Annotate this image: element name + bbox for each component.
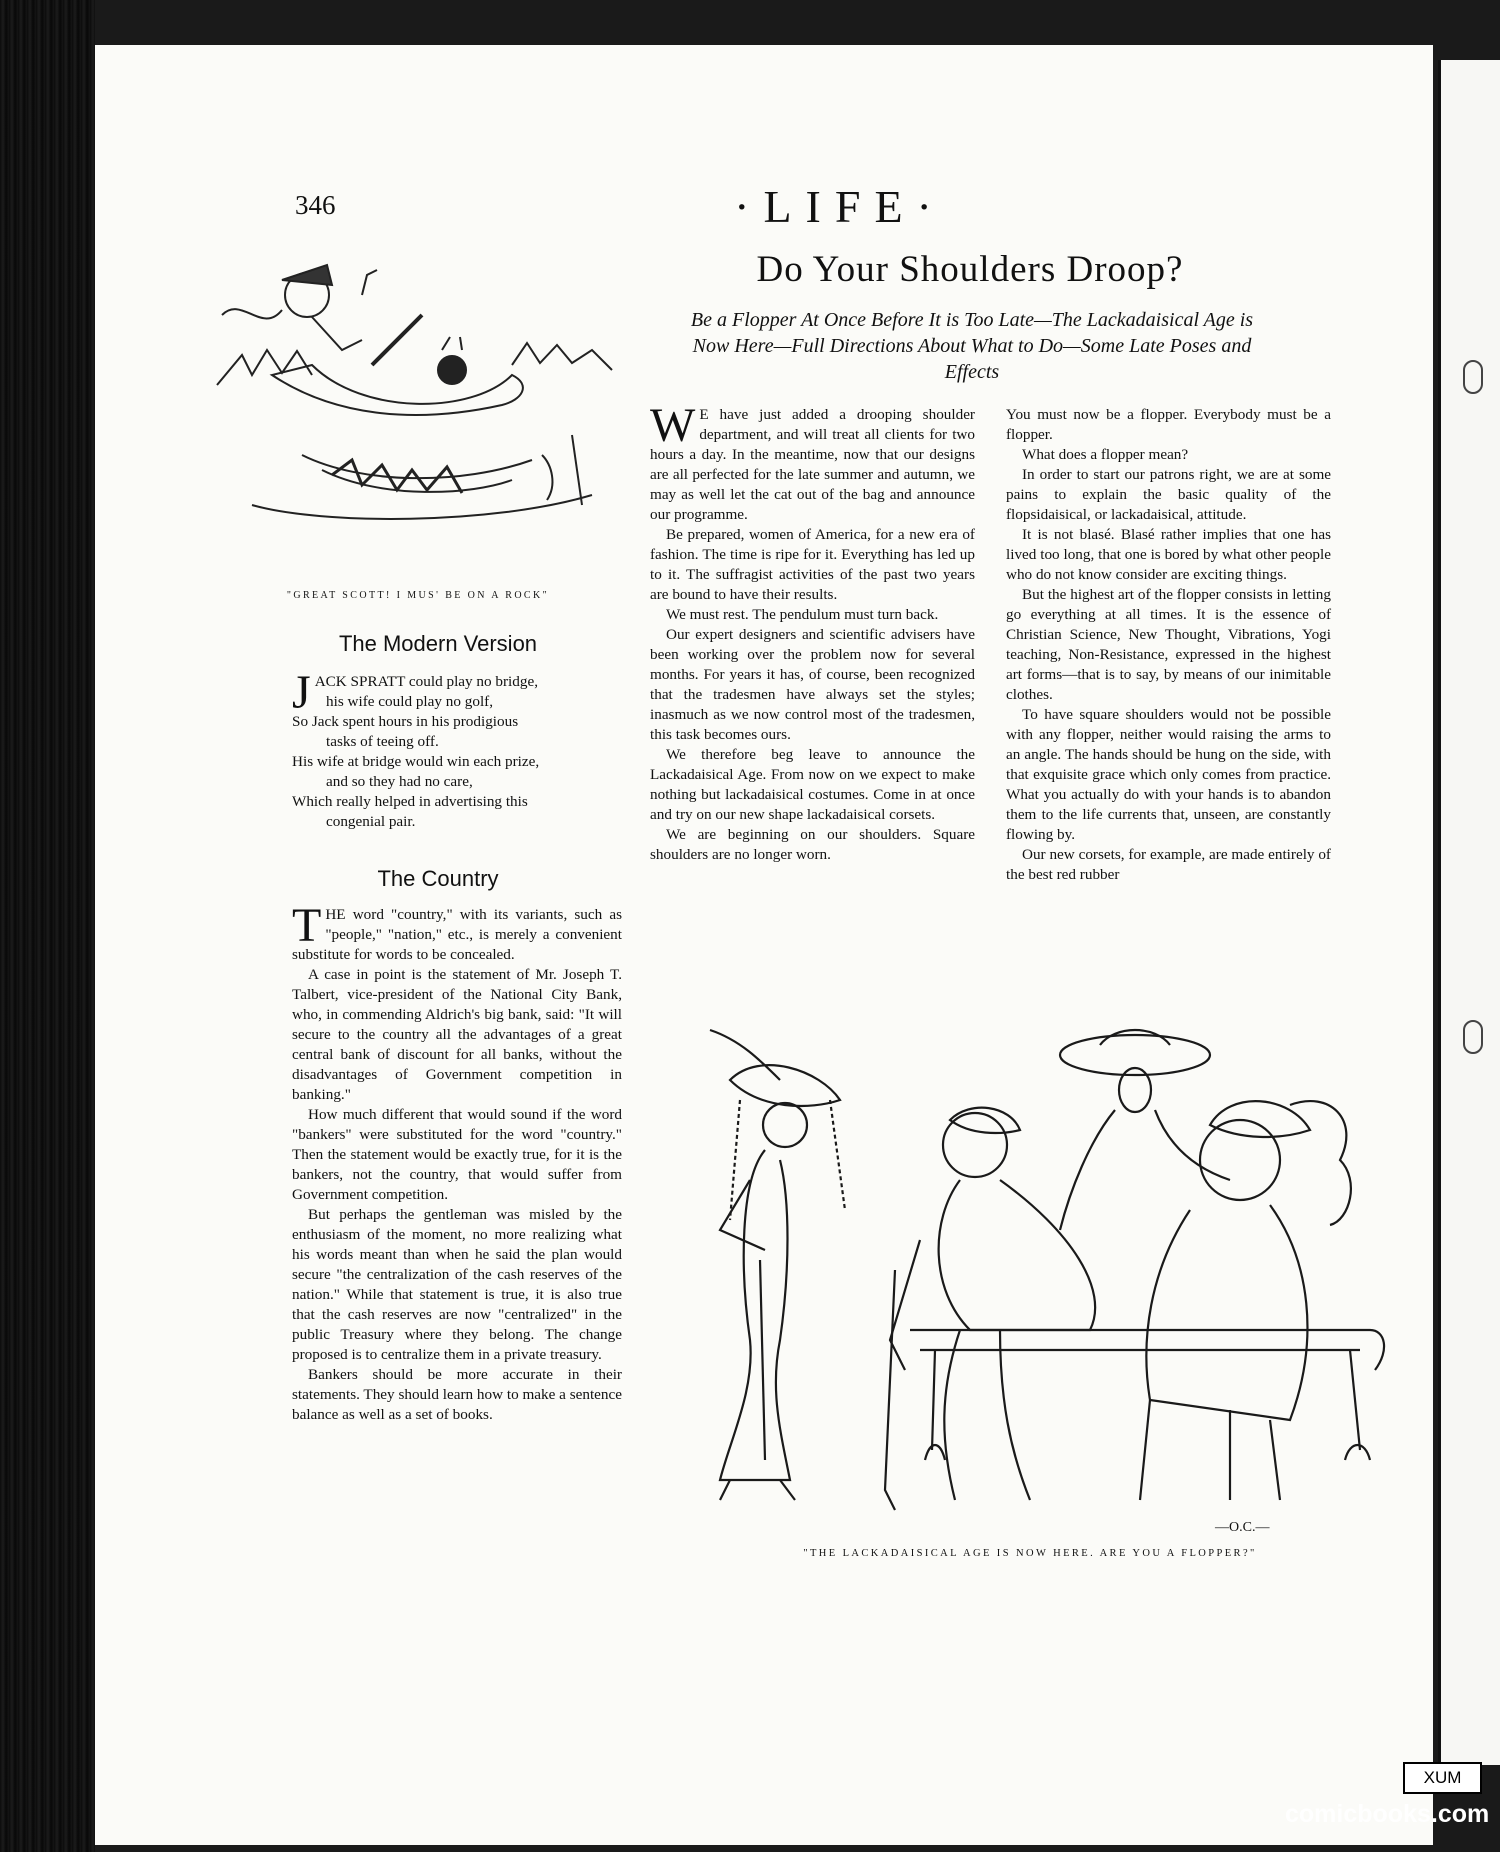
cartoon-caption: "THE LACKADAISICAL AGE IS NOW HERE. ARE YOU A FLOPPER?" (803, 1548, 1257, 1559)
flopper-cartoon (670, 1010, 1390, 1530)
section-title-modern-version: The Modern Version (338, 631, 538, 656)
binding-hole (1463, 360, 1483, 394)
dropcap: W (650, 399, 696, 452)
article-column-1 (650, 399, 975, 865)
cartoon-caption: "GREAT SCOTT! I MUS' BE ON A ROCK" (286, 590, 550, 601)
canoe-cartoon (212, 255, 624, 565)
paragraph: In order to start our patrons right, we are at some pains to explain the basic quality of the flopsidaisical, or lackadaisical, attitude. (1006, 466, 1331, 523)
page-number: 346 (295, 190, 336, 220)
paragraph: You must now be a flopper. Everybody must be a flopper. (1006, 406, 1331, 443)
masthead: ·LIFE· (734, 181, 946, 232)
dropcap: T (292, 899, 322, 952)
headline: Do Your Shoulders Droop? (756, 249, 1184, 290)
paragraph: We are beginning on our shoulders. Square shoulders are no longer worn. (650, 826, 975, 863)
poem-line: congenial pair. (326, 813, 416, 830)
dropcap: J (292, 666, 311, 719)
paragraph: Be prepared, women of America, for a new era of fashion. The time is ripe for it. Everything has led up to it. The suffragist activities of the past two years are bound to have their results. (650, 526, 975, 603)
paragraph: We therefore beg leave to announce the Lackadaisical Age. From now on we expect to make nothing but lackadaisical costumes. Come in at once and try on our new shape lackadaisical corsets. (650, 746, 975, 823)
article-column-2 (1006, 405, 1331, 885)
watermark: comicbooks.com (1285, 1800, 1490, 1828)
paragraph: What does a flopper mean? (1022, 446, 1189, 463)
section-title-the-country: The Country (377, 866, 499, 891)
poem-line: ACK SPRATT could play no bridge, (314, 673, 538, 690)
poem-line: His wife at bridge would win each prize, (292, 753, 540, 770)
paragraph: Our new corsets, for example, are made entirely of the best red rubber (1006, 846, 1331, 883)
paragraph: How much different that would sound if the word "bankers" were substituted for the word "country." Then the statement would be exactly true, for it is the bankers, not the country, that would suffer from Government competition. (292, 1106, 622, 1203)
poem-modern-version (292, 666, 622, 832)
paragraph: But the highest art of the flopper consists in letting go everything at all times. It is the essence of Christian Science, New Thought, Vibrations, Yogi teaching, Non-Resistance, expressed in the highest art forms—that is to say, by means of our inimitable clothes. (1006, 586, 1331, 703)
poem-line: his wife could play no golf, (326, 693, 494, 710)
column-the-country (292, 899, 622, 1425)
site-badge: XUM (1403, 1762, 1482, 1794)
paragraph: Our expert designers and scientific advisers have been working over the problem now for several months. For years it has, of course, been recognized that the tradesmen have always set the styles; inasmuch as we now control most of the tradesmen, this task becomes ours. (650, 626, 975, 743)
paragraph: HE word "country," with its variants, such as "people," "nation," etc., is merely a convenient substitute for words to be concealed. (292, 906, 622, 963)
binding-hole (1463, 1020, 1483, 1054)
paragraph: To have square shoulders would not be possible with any flopper, neither would raising the arms to an angle. The hands should be hung on the side, with that exquisite grace which only comes from practice. What you actually do with your hands is to abandon them to the life currents that, unseen, are constantly flowing by. (1006, 706, 1331, 843)
paragraph: We must rest. The pendulum must turn back. (666, 606, 939, 623)
paragraph: But perhaps the gentleman was misled by the enthusiasm of the moment, no more realizing what his words meant than when he said the plan would secure "the centralization of the cash reserves of the nation." While that statement is true, it is also true that the cash reserves are now "centralized" in the public Treasury where they belong. The change proposed is to centralize them in a private treasury. (292, 1206, 622, 1363)
paragraph: E have just added a drooping shoulder department, and will treat all clients for two hours a day. In the meantime, now that our designs are all perfected for the late summer and autumn, we may as well let the cat out of the bag and announce our programme. (650, 406, 975, 523)
paragraph: It is not blasé. Blasé rather implies that one has lived too long, that one is bored by what other people who do not know consider are exciting things. (1006, 526, 1331, 583)
poem-line: and so they had no care, (326, 773, 473, 790)
paragraph: A case in point is the statement of Mr. Joseph T. Talbert, vice-president of the National City Bank, who, in commending Aldrich's big bank, said: "It will secure to the country all the advantages of a great central bank of discount for all banks, without the disadvantages of Government competition in banking." (292, 966, 622, 1103)
deck: Be a Flopper At Once Before It is Too Late—The Lackadaisical Age is Now Here—Full Directions About What to Do—Some Late Poses and Effects (690, 309, 1254, 383)
paragraph: Bankers should be more accurate in their statements. They should learn how to make a sentence balance as well as a set of books. (292, 1366, 622, 1423)
poem-line: So Jack spent hours in his prodigious (292, 713, 519, 730)
artist-signature: —O.C.— (1215, 1520, 1270, 1535)
next-page-edge (1438, 60, 1500, 1765)
poem-line: Which really helped in advertising this (292, 793, 528, 810)
poem-line: tasks of teeing off. (326, 733, 439, 750)
scan-binding-edge (0, 0, 95, 1852)
